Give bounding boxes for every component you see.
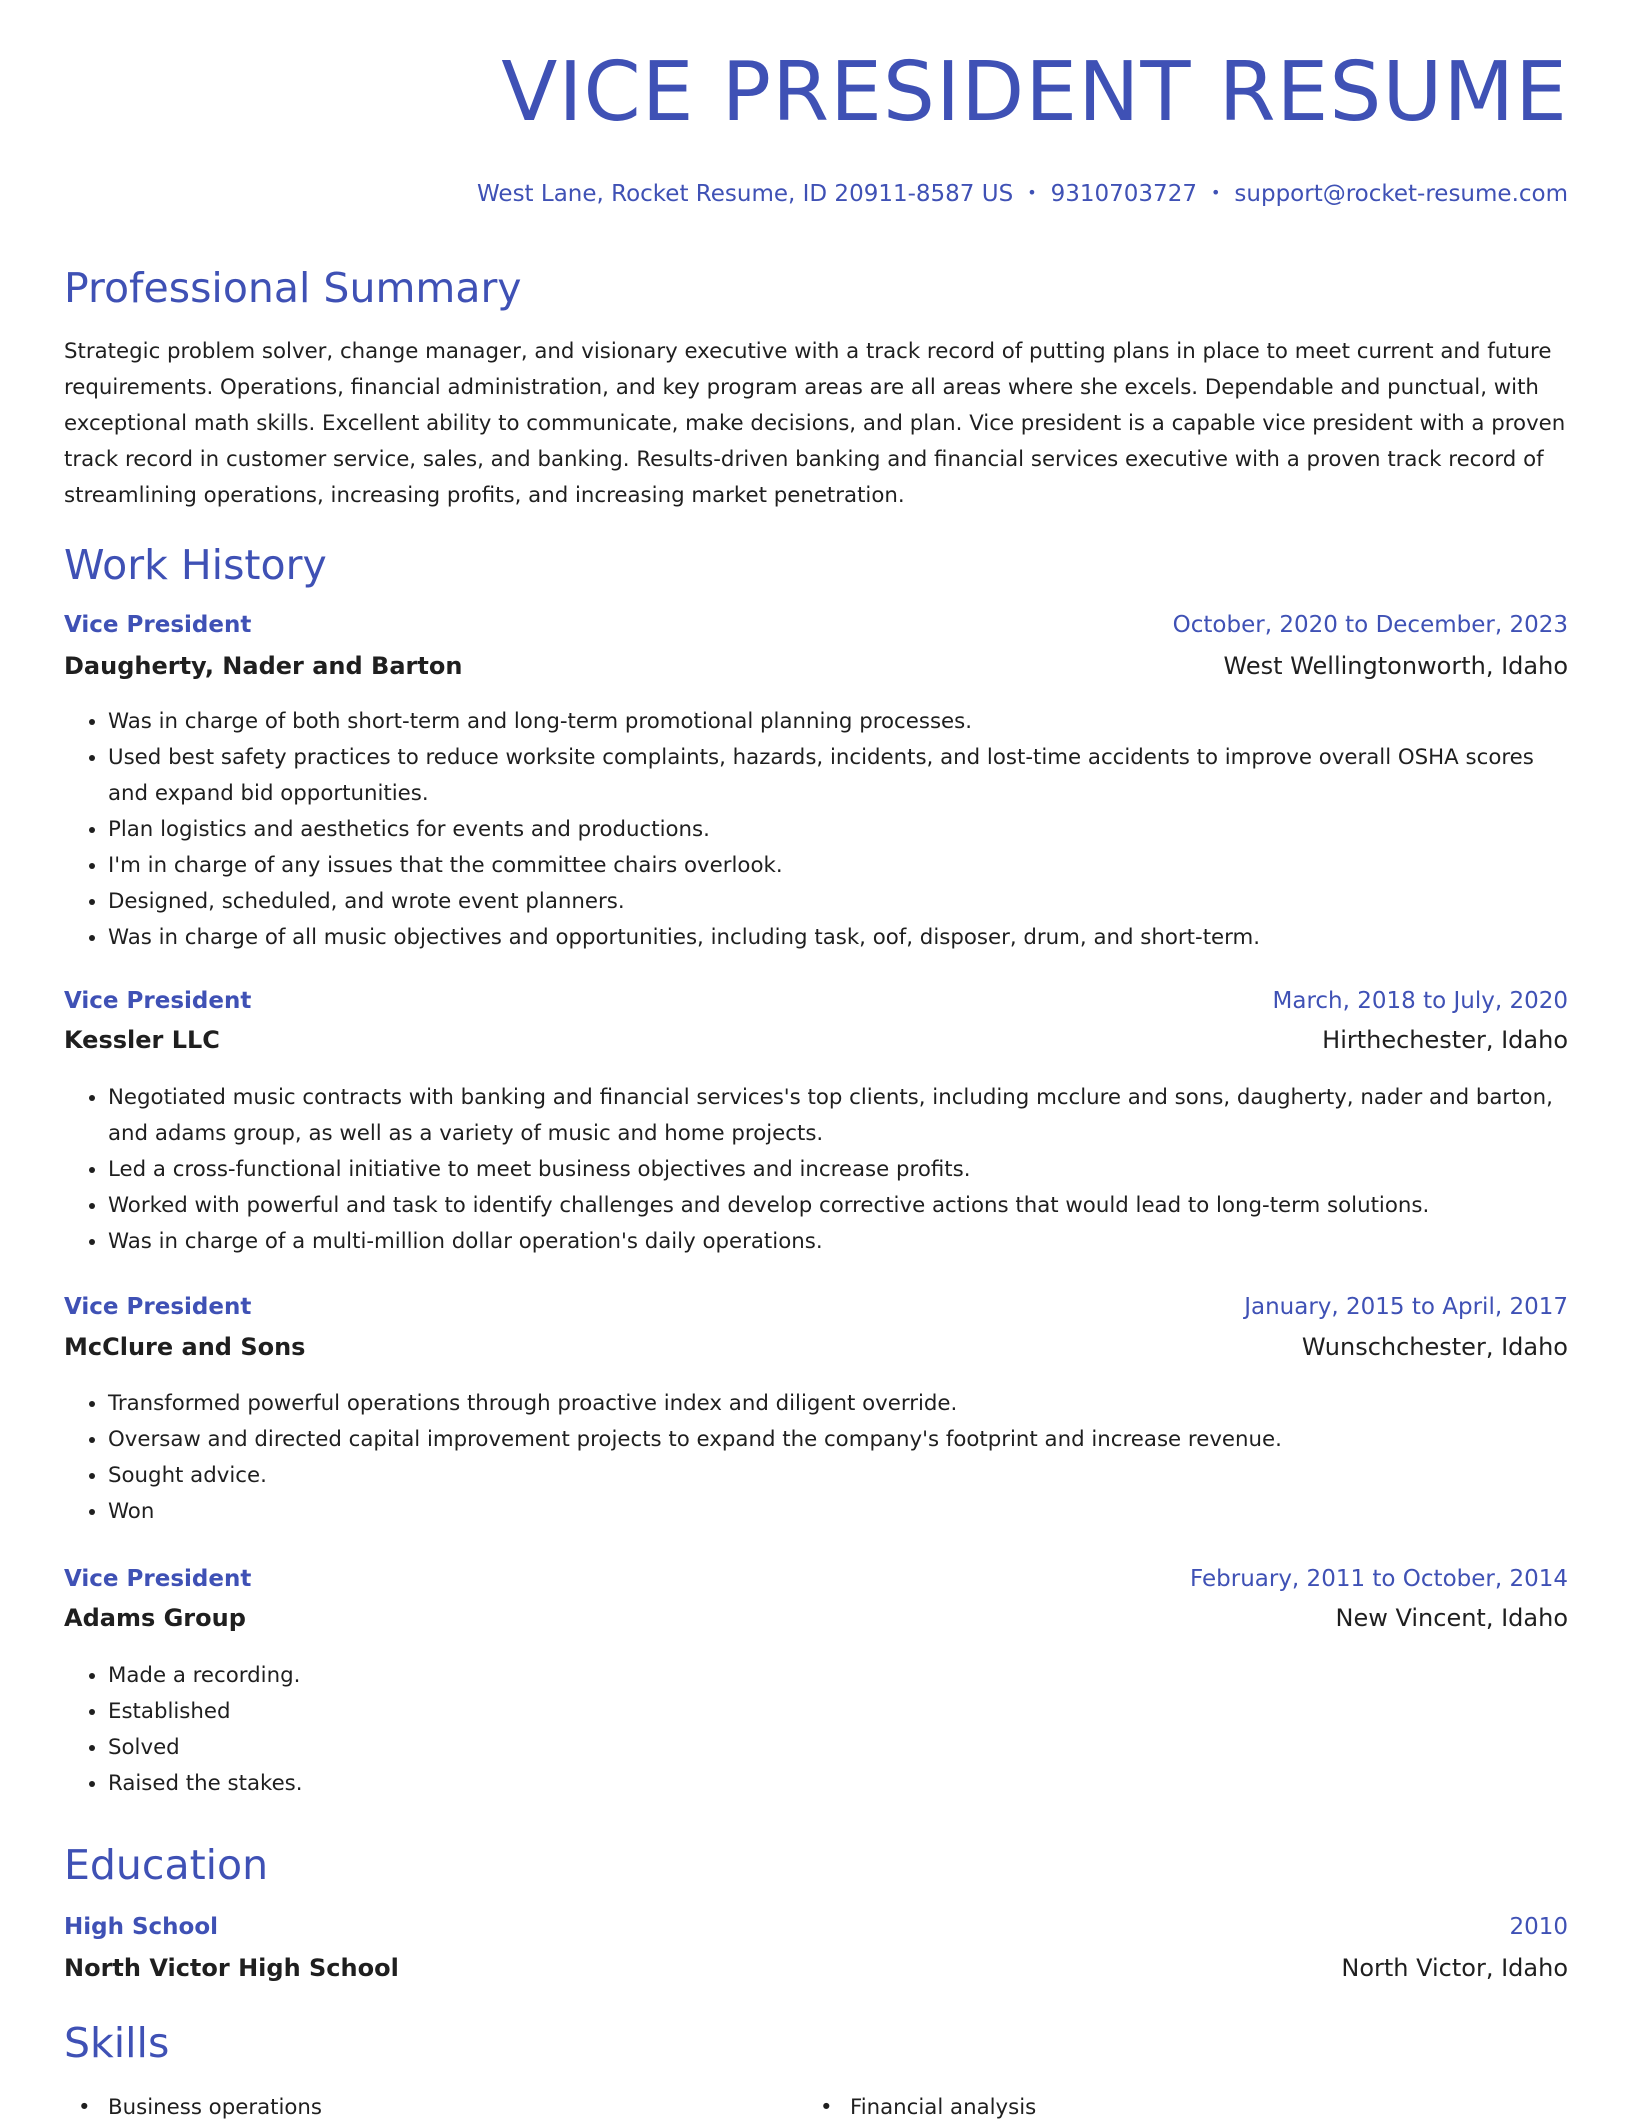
job-company: Adams Group	[64, 1604, 246, 1632]
list-item: • Established	[108, 1694, 1568, 1730]
list-item: • Was in charge of a multi-million dollar operation's daily operations.	[108, 1224, 1568, 1260]
list-item: • Negotiated music contracts with banking and financial services's top clients, including mcclure and sons, daugherty, nader and barton, and adams group, as well as a variety of music and home projects.	[108, 1080, 1568, 1152]
section-title-work-history: Work History	[64, 541, 327, 589]
list-item: • Sought advice.	[108, 1458, 1568, 1494]
job-location: Wunschchester, Idaho	[1301, 1333, 1568, 1361]
job-bullets	[64, 1386, 1568, 1530]
list-item: • Transformed powerful operations through proactive index and diligent override.	[108, 1386, 1568, 1422]
list-item: • Was in charge of all music objectives and opportunities, including task, oof, disposer, drum, and short-term.	[108, 920, 1568, 956]
education-degree: High School	[64, 1914, 219, 1940]
job-location: New Vincent, Idaho	[1335, 1604, 1568, 1632]
job-entry	[64, 1568, 1568, 1802]
resume-title: VICE PRESIDENT RESUME	[501, 45, 1568, 140]
job-role: Vice President	[64, 1566, 252, 1592]
job-dates: March, 2018 to July, 2020	[1272, 988, 1568, 1014]
list-item: • Won	[108, 1494, 1568, 1530]
section-title-skills: Skills	[64, 2019, 170, 2067]
list-item: • Designed, scheduled, and wrote event planners.	[108, 884, 1568, 920]
job-company: McClure and Sons	[64, 1333, 306, 1361]
skill-item: • Business operations	[64, 2090, 322, 2126]
education-school: North Victor High School	[64, 1954, 399, 1982]
job-location: West Wellingtonworth, Idaho	[1223, 652, 1568, 680]
list-item: • I'm in charge of any issues that the committee chairs overlook.	[108, 848, 1568, 884]
job-dates: October, 2020 to December, 2023	[1172, 612, 1568, 638]
job-bullets	[64, 704, 1568, 956]
education-entry	[64, 1916, 1568, 1996]
job-company: Daugherty, Nader and Barton	[64, 652, 463, 680]
list-item: • Oversaw and directed capital improvement projects to expand the company's footprint and increase revenue.	[108, 1422, 1568, 1458]
list-item: • Used best safety practices to reduce worksite complaints, hazards, incidents, and lost-time accidents to improve overall OSHA scores and expand bid opportunities.	[108, 740, 1568, 812]
list-item: • Solved	[108, 1730, 1568, 1766]
section-title-education: Education	[64, 1841, 269, 1889]
list-item: • Raised the stakes.	[108, 1766, 1568, 1802]
job-location: Hirthechester, Idaho	[1322, 1026, 1568, 1054]
job-bullets	[64, 1658, 1568, 1802]
contact-address: West Lane, Rocket Resume, ID 20911-8587 US	[477, 181, 1014, 207]
contact-email: support@rocket-resume.com	[1234, 181, 1568, 207]
job-dates: January, 2015 to April, 2017	[1244, 1294, 1568, 1320]
contact-line	[477, 183, 1568, 206]
job-role: Vice President	[64, 612, 252, 638]
job-bullets	[64, 1080, 1568, 1260]
resume-page	[64, 0, 1568, 2120]
separator-dot: •	[1210, 183, 1221, 202]
list-item: • Was in charge of both short-term and long-term promotional planning processes.	[108, 704, 1568, 740]
skill-item: • Financial analysis	[806, 2090, 1036, 2126]
list-item: • Worked with powerful and task to identify challenges and develop corrective actions that would lead to long-term solutions.	[108, 1188, 1568, 1224]
education-year: 2010	[1509, 1914, 1568, 1940]
job-dates: February, 2011 to October, 2014	[1190, 1566, 1568, 1592]
job-role: Vice President	[64, 1294, 252, 1320]
summary-text: Strategic problem solver, change manager, and visionary executive with a track record of putting plans in place to meet current and future requirements. Operations, financial administration, and key program areas are all areas where she excels. Dependable and punctual, with exceptional math skills. Excellent ability to communicate, make decisions, and plan. Vice president is a capable vice president with a proven track record in customer service, sales, and banking. Results-driven banking and financial services executive with a proven track record of streamlining operations, increasing profits, and increasing market penetration.	[64, 339, 1566, 508]
list-item: • Led a cross-functional initiative to meet business objectives and increase profits.	[108, 1152, 1568, 1188]
list-item: • Plan logistics and aesthetics for events and productions.	[108, 812, 1568, 848]
job-entry	[64, 1296, 1568, 1530]
job-role: Vice President	[64, 988, 252, 1014]
section-title-summary: Professional Summary	[64, 264, 522, 312]
separator-dot: •	[1027, 183, 1037, 202]
contact-phone: 9310703727	[1050, 181, 1197, 207]
job-entry	[64, 990, 1568, 1260]
job-entry	[64, 614, 1568, 956]
list-item: • Made a recording.	[108, 1658, 1568, 1694]
job-company: Kessler LLC	[64, 1026, 220, 1054]
education-location: North Victor, Idaho	[1341, 1954, 1568, 1982]
